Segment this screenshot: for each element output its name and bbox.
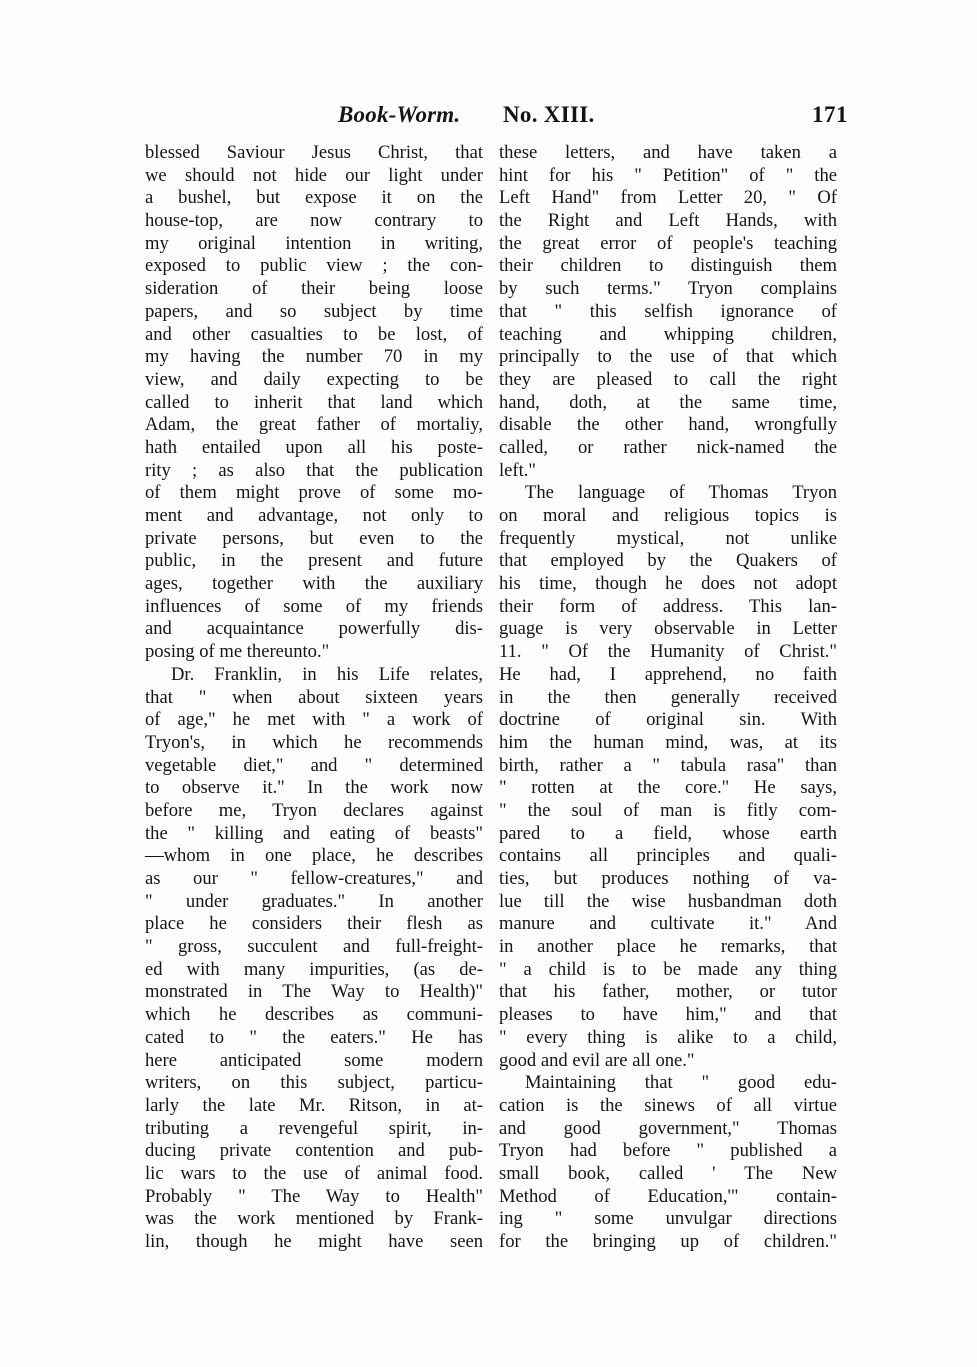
text-line: their form of address. This lan- (499, 595, 837, 617)
text-line: on moral and religious topics is (499, 505, 837, 526)
text-line: writers, on this subject, particu- (145, 1072, 483, 1094)
text-line: a bushel, but expose it on the (145, 187, 483, 209)
text-line: rity ; as also that the publication (145, 459, 483, 481)
text-line: ducing private contention and pub- (145, 1140, 483, 1162)
text-line: and acquaintance powerfully dis- (145, 618, 483, 640)
text-line: of them might prove of some mo- (145, 482, 483, 504)
text-line: private persons, but even to the (145, 527, 483, 549)
text-line: He had, I apprehend, no faith (499, 663, 837, 685)
text-line: here anticipated some modern (145, 1049, 483, 1071)
text-line: Adam, the great father of mortaliy, (145, 414, 483, 436)
text-line: papers, and so subject by time (145, 300, 483, 322)
text-line: hath entailed upon all his poste- (145, 436, 483, 458)
text-line: they are pleased to call the right (499, 368, 837, 390)
text-line: Tryon had before " published a (499, 1140, 837, 1162)
text-line: we should not hide our light under (145, 164, 483, 186)
text-line: " every thing is alike to a child, (499, 1026, 837, 1048)
text-line: cated to " the eaters." He has (145, 1026, 483, 1048)
text-line: ed with many impurities, (as de- (145, 958, 483, 980)
left-text-column (145, 142, 483, 1254)
text-line: lue till the wise husbandman doth (499, 890, 837, 912)
text-line: 11. " Of the Humanity of Christ." (499, 641, 837, 663)
text-line: that his father, mother, or tutor (499, 981, 837, 1003)
text-line: monstrated in The Way to Health)" (145, 981, 483, 1003)
text-line: disable the other hand, wrongfully (499, 414, 837, 436)
page-number: 171 (812, 102, 848, 127)
issue-number: No. XIII. (503, 102, 595, 127)
text-line: teaching and whipping children, (499, 323, 837, 345)
text-line: for the bringing up of children." (499, 1231, 837, 1252)
text-line: Maintaining that " good edu- (525, 1072, 837, 1094)
text-line: cation is the sinews of all virtue (499, 1094, 837, 1116)
text-line: " rotten at the core." He says, (499, 777, 837, 799)
text-line: by such terms." Tryon complains (499, 278, 837, 300)
text-line: lic wars to the use of animal food. (145, 1162, 483, 1184)
text-line: these letters, and have taken a (499, 142, 837, 163)
text-line: hand, doth, at the same time, (499, 391, 837, 413)
text-line: " the soul of man is fitly com- (499, 799, 837, 821)
text-line: was the work mentioned by Frank- (145, 1208, 483, 1230)
text-line: the Right and Left Hands, with (499, 210, 837, 232)
text-line: their children to distinguish them (499, 255, 837, 277)
text-line: my having the number 70 in my (145, 346, 483, 368)
text-line: vegetable diet," and " determined (145, 754, 483, 776)
text-line: as our " fellow-creatures," and (145, 868, 483, 889)
text-line: house-top, are now contrary to (145, 210, 483, 232)
right-text-column (499, 142, 837, 1254)
text-line: blessed Saviour Jesus Christ, that (145, 142, 483, 163)
text-line: called to inherit that land which (145, 391, 483, 413)
text-line: and good government," Thomas (499, 1117, 837, 1139)
text-line: —whom in one place, he describes (145, 845, 483, 867)
text-line: frequently mystical, not unlike (499, 527, 837, 549)
text-line: good and evil are all one." (499, 1049, 695, 1071)
text-line: ages, together with the auxiliary (145, 573, 483, 595)
page-header (148, 99, 848, 131)
text-line: public, in the present and future (145, 550, 483, 572)
text-line: " gross, succulent and full-freight- (145, 936, 483, 958)
text-line: of age," he met with " a work of (145, 709, 483, 731)
text-line: which he describes as communi- (145, 1004, 483, 1026)
text-line: principally to the use of that which (499, 346, 837, 368)
text-line: Probably " The Way to Health" (145, 1185, 483, 1207)
text-line: ing " some unvulgar directions (499, 1208, 837, 1230)
text-line: to observe it." In the work now (145, 777, 483, 799)
text-line: left." (499, 459, 537, 481)
text-line: tributing a revengeful spirit, in- (145, 1117, 483, 1139)
text-line: before me, Tryon declares against (145, 799, 483, 821)
text-line: manure and cultivate it." And (499, 913, 837, 935)
text-line: posing of me thereunto." (145, 641, 330, 663)
text-line: Dr. Franklin, in his Life relates, (171, 663, 483, 685)
text-line: exposed to public view ; the con- (145, 255, 483, 277)
text-line: The language of Thomas Tryon (525, 482, 837, 504)
text-line: lin, though he might have seen (145, 1231, 483, 1252)
text-line: Method of Education,'" contain- (499, 1185, 837, 1207)
text-line: doctrine of original sin. With (499, 709, 837, 731)
text-line: and other casualties to be lost, of (145, 323, 483, 345)
running-title: Book-Worm. (338, 102, 461, 127)
text-line: birth, rather a " tabula rasa" than (499, 754, 837, 776)
text-line: in the then generally received (499, 686, 837, 708)
text-line: sideration of their being loose (145, 278, 483, 300)
text-line: " under graduates." In another (145, 890, 483, 912)
text-line: pared to a field, whose earth (499, 822, 837, 844)
text-line: guage is very observable in Letter (499, 618, 837, 640)
text-line: the " killing and eating of beasts" (145, 822, 483, 844)
text-line: the great error of people's teaching (499, 232, 837, 254)
text-line: called, or rather nick-named the (499, 436, 837, 458)
text-line: Tryon's, in which he recommends (145, 731, 483, 753)
text-line: ment and advantage, not only to (145, 505, 483, 526)
text-line: that " when about sixteen years (145, 686, 483, 708)
text-line: that employed by the Quakers of (499, 550, 837, 572)
text-line: in another place he remarks, that (499, 936, 837, 958)
text-line: place he considers their flesh as (145, 913, 483, 935)
text-line: ties, but produces nothing of va- (499, 868, 837, 889)
text-line: larly the late Mr. Ritson, in at- (145, 1094, 483, 1116)
text-line: contains all principles and quali- (499, 845, 837, 867)
text-line: him the human mind, was, at its (499, 731, 837, 753)
text-line: view, and daily expecting to be (145, 368, 483, 390)
text-line: influences of some of my friends (145, 595, 483, 617)
text-line: his time, though he does not adopt (499, 573, 837, 595)
text-line: small book, called ' The New (499, 1162, 837, 1184)
text-line: that " this selfish ignorance of (499, 300, 837, 322)
text-line: hint for his " Petition" of " the (499, 164, 837, 186)
text-line: pleases to have him," and that (499, 1004, 837, 1026)
text-line: " a child is to be made any thing (499, 958, 837, 980)
text-line: my original intention in writing, (145, 232, 483, 254)
text-line: Left Hand" from Letter 20, " Of (499, 187, 837, 209)
